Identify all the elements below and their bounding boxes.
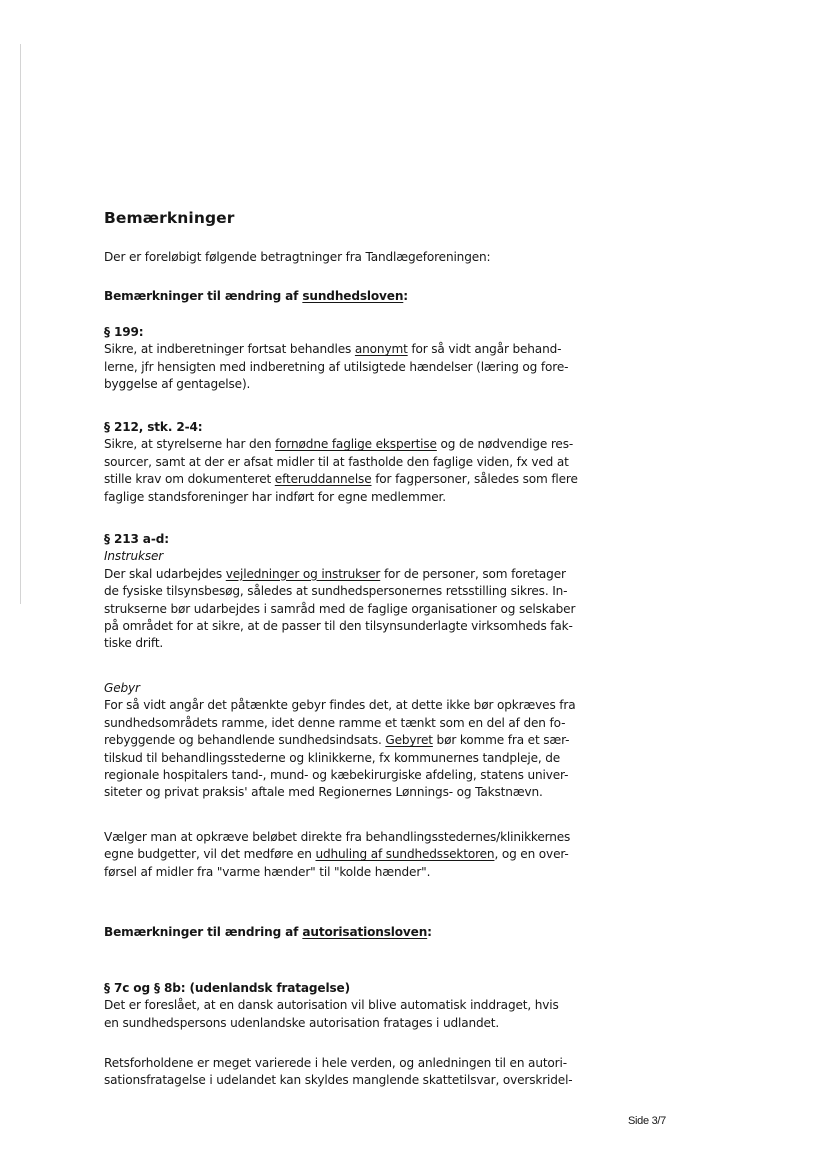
heading-colon: : <box>427 925 432 939</box>
underlined-term: efteruddannelse <box>274 472 372 487</box>
intro-paragraph: Der er foreløbigt følgende betragtninger fra Tandlægeforeningen: <box>104 250 491 264</box>
text-line: de fysiske tilsynsbesøg, således at sundhedspersonernes retsstilling sikres. In- <box>104 584 568 599</box>
law-reference-sundhedsloven: sundhedsloven <box>302 289 404 303</box>
text-span: , og en over- <box>494 847 569 862</box>
text-line: lerne, jfr hensigten med indberetning af utilsigtede hændelser (læring og fore- <box>104 359 569 374</box>
text-span: Sikre, at indberetninger fortsat behandles <box>104 342 355 357</box>
text-line: tiske drift. <box>104 636 164 651</box>
text-span: for de personer, som foretager <box>380 566 566 581</box>
text-line <box>104 732 604 749</box>
text-line <box>104 566 604 583</box>
text-line: sationsfratagelse i udelandet kan skyldes manglende skattetilsvar, overskridel- <box>104 1073 573 1088</box>
text-span: for fagpersoner, således som flere <box>371 472 578 487</box>
paragraph-213 <box>104 531 604 653</box>
text-line: førsel af midler fra "varme hænder" til "kolde hænder". <box>104 864 431 879</box>
text-line <box>104 846 604 863</box>
text-span: for så vidt angår behand- <box>407 342 562 357</box>
text-span: bør komme fra et sær- <box>432 733 570 748</box>
text-line: For så vidt angår det påtænkte gebyr findes det, at dette ikke bør opkræves fra <box>104 698 576 713</box>
text-span: stille krav om dokumenteret <box>104 472 275 487</box>
heading-colon: : <box>403 289 408 303</box>
underlined-term: fornødne faglige ekspertise <box>275 437 437 452</box>
text-line: sourcer, samt at der er afsat midler til at fastholde den faglige viden, fx ved at <box>104 454 569 469</box>
text-line: regionale hospitalers tand-, mund- og kæbekirurgiske afdeling, statens univer- <box>104 768 569 783</box>
text-line: strukserne bør udarbejdes i samråd med de faglige organisationer og selskaber <box>104 601 576 616</box>
underlined-term: vejledninger og instrukser <box>225 566 381 581</box>
text-line <box>104 436 604 453</box>
paragraph-7c-8b <box>104 980 604 1032</box>
text-line: byggelse af gentagelse). <box>104 377 251 392</box>
text-span: og de nødvendige res- <box>436 437 574 452</box>
text-span: Der skal udarbejdes <box>104 566 226 581</box>
text-line: sundhedsområdets ramme, idet denne ramme et tænkt som en del af den fo- <box>104 715 566 730</box>
paragraph-retsforhold <box>104 1055 604 1090</box>
paragraph-title: § 213 a-d: <box>104 532 169 546</box>
paragraph-212 <box>104 419 604 506</box>
section-heading-label: Bemærkninger til ændring af <box>104 289 303 303</box>
paragraph-199 <box>104 324 604 394</box>
paragraph-title: § 7c og § 8b: (udenlandsk fratagelse) <box>104 981 350 995</box>
section-heading-autorisationsloven <box>104 924 604 941</box>
underlined-term: Gebyret <box>385 733 433 748</box>
paragraph-title: § 199: <box>104 325 144 339</box>
section-heading-sundhedsloven <box>104 288 604 305</box>
scan-edge-line <box>20 44 21 604</box>
paragraph-vaelger <box>104 829 604 881</box>
text-line: Vælger man at opkræve beløbet direkte fra behandlingsstedernes/klinikkernes <box>104 830 571 844</box>
underlined-term: anonymt <box>354 342 408 357</box>
paragraph-subtitle: Instrukser <box>104 549 164 564</box>
page-heading: Bemærkninger <box>104 209 235 227</box>
paragraph-subtitle: Gebyr <box>104 681 140 695</box>
text-line: tilskud til behandlingsstederne og klinikkerne, fx kommunernes tandpleje, de <box>104 750 561 765</box>
text-line <box>104 341 604 358</box>
text-line <box>104 471 604 488</box>
text-line: faglige standsforeninger har indført for egne medlemmer. <box>104 489 446 504</box>
paragraph-gebyr <box>104 680 604 802</box>
text-line: Det er foreslået, at en dansk autorisation vil blive automatisk inddraget, hvis <box>104 998 559 1013</box>
text-line: en sundhedspersons udenlandske autorisation fratages i udlandet. <box>104 1015 500 1030</box>
paragraph-title: § 212, stk. 2-4: <box>104 420 203 434</box>
law-reference-autorisationsloven: autorisationsloven <box>302 925 428 939</box>
text-span: Sikre, at styrelserne har den <box>104 437 276 452</box>
underlined-term: udhuling af sundhedssektoren <box>315 847 495 862</box>
text-span: egne budgetter, vil det medføre en <box>104 847 316 862</box>
text-line: siteter og privat praksis' aftale med Regionernes Lønnings- og Takstnævn. <box>104 785 543 800</box>
page-number: Side 3/7 <box>628 1115 666 1127</box>
text-line: på området for at sikre, at de passer til den tilsynsunderlagte virksomheds fak- <box>104 619 573 634</box>
text-line: Retsforholdene er meget varierede i hele verden, og anledningen til en autori- <box>104 1056 567 1070</box>
section-heading-label: Bemærkninger til ændring af <box>104 925 303 939</box>
text-span: rebyggende og behandlende sundhedsindsats. <box>104 733 386 748</box>
